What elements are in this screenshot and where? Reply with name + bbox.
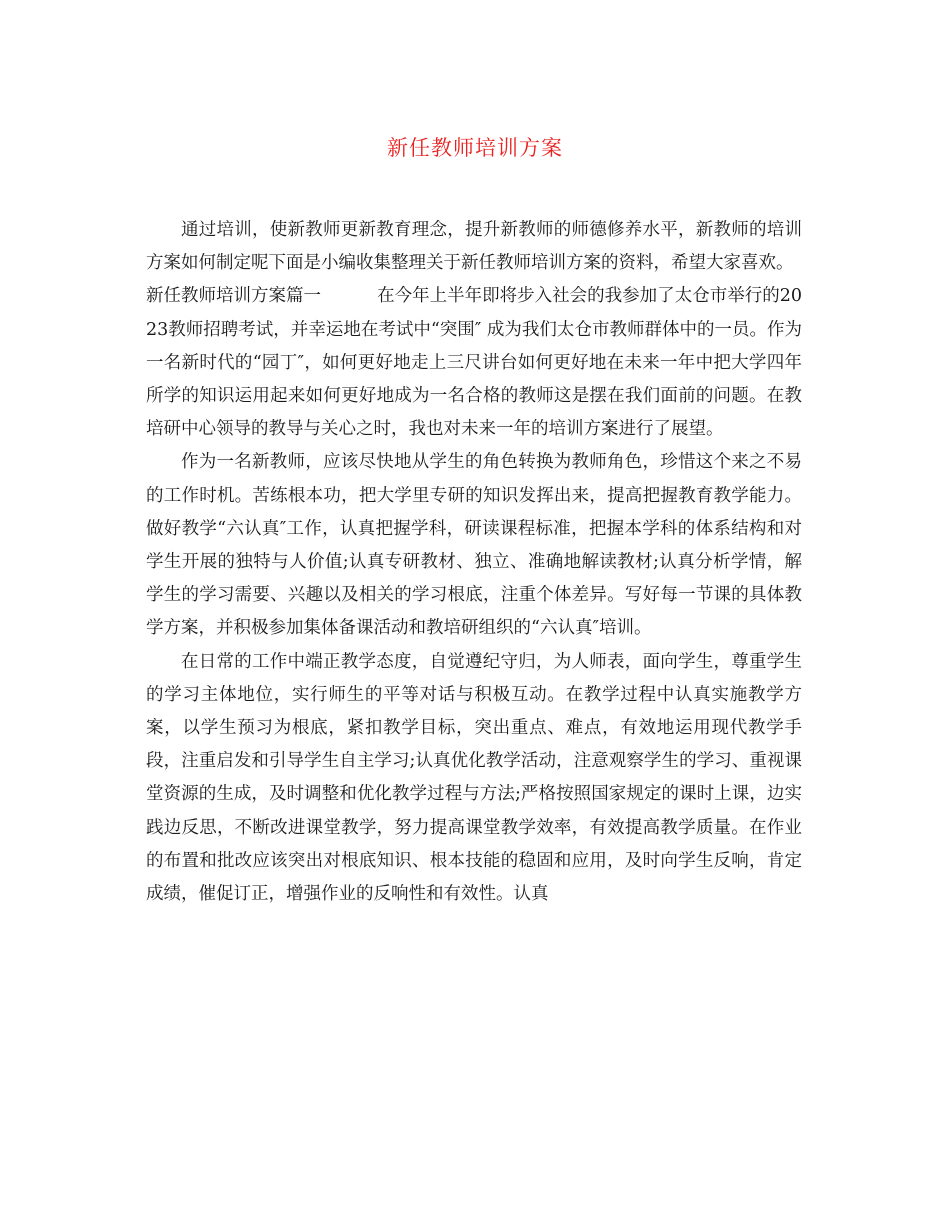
body-paragraph-3: 在日常的工作中端正教学态度，自觉遵纪守归，为人师表，面向学生，尊重学生的学习主体地位，实行师生的平等对话与积极互动。在教学过程中认真实施教学方案，以学生预习为根底，紧扣教学目标，突出重点、难点，有效地运用现代教学手段，注重启发和引导学生自主学习;认真优化教学活动，注意观察学生的学习、重视课堂资源的生成，及时调整和优化教学过程与方法;严格按照国家规定的课时上课，边实践边反思，不断改进课堂教学，努力提高课堂教学效率，有效提高教学质量。在作业的布置和批改应该突出对根底知识、根本技能的稳固和应用，及时向学生反响，肯定成绩，催促订正，增强作业的反响性和有效性。认真 [146, 651, 802, 905]
section-heading: 新任教师培训方案篇一 [146, 286, 322, 307]
section-paragraph [146, 280, 802, 446]
section-first-paragraph: 在今年上半年即将步入社会的我参加了太仓市举行的2023教师招聘考试，并幸运地在考试中“突围″ 成为我们太仓市教师群体中的一员。作为一名新时代的“园丁″，如何更好地走上三尺讲台如何更好地在未来一年中把大学四年所学的知识运用起来如何更好地成为一名合格的教师这是摆在我们面前的问题。在教培研中心领导的教导与关心之时，我也对未来一年的培训方案进行了展望。 [146, 286, 802, 440]
intro-paragraph: 通过培训，使新教师更新教育理念，提升新教师的师德修养水平，新教师的培训方案如何制定呢下面是小编收集整理关于新任教师培训方案的资料，希望大家喜欢。 [146, 220, 802, 274]
document-body [146, 214, 802, 911]
body-paragraph-2: 作为一名新教师，应该尽快地从学生的角色转换为教师角色，珍惜这个来之不易的工作时机。苦练根本功，把大学里专研的知识发挥出来，提高把握教育教学能力。做好教学“六认真″工作，认真把握学科，研读课程标准，把握本学科的体系结构和对学生开展的独特与人价值;认真专研教材、独立、准确地解读教材;认真分析学情，解学生的学习需要、兴趣以及相关的学习根底，注重个体差异。写好每一节课的具体教学方案，并积极参加集体备课活动和教培研组织的“六认真″培训。 [146, 452, 802, 639]
document-title: 新任教师培训方案 [387, 136, 563, 160]
